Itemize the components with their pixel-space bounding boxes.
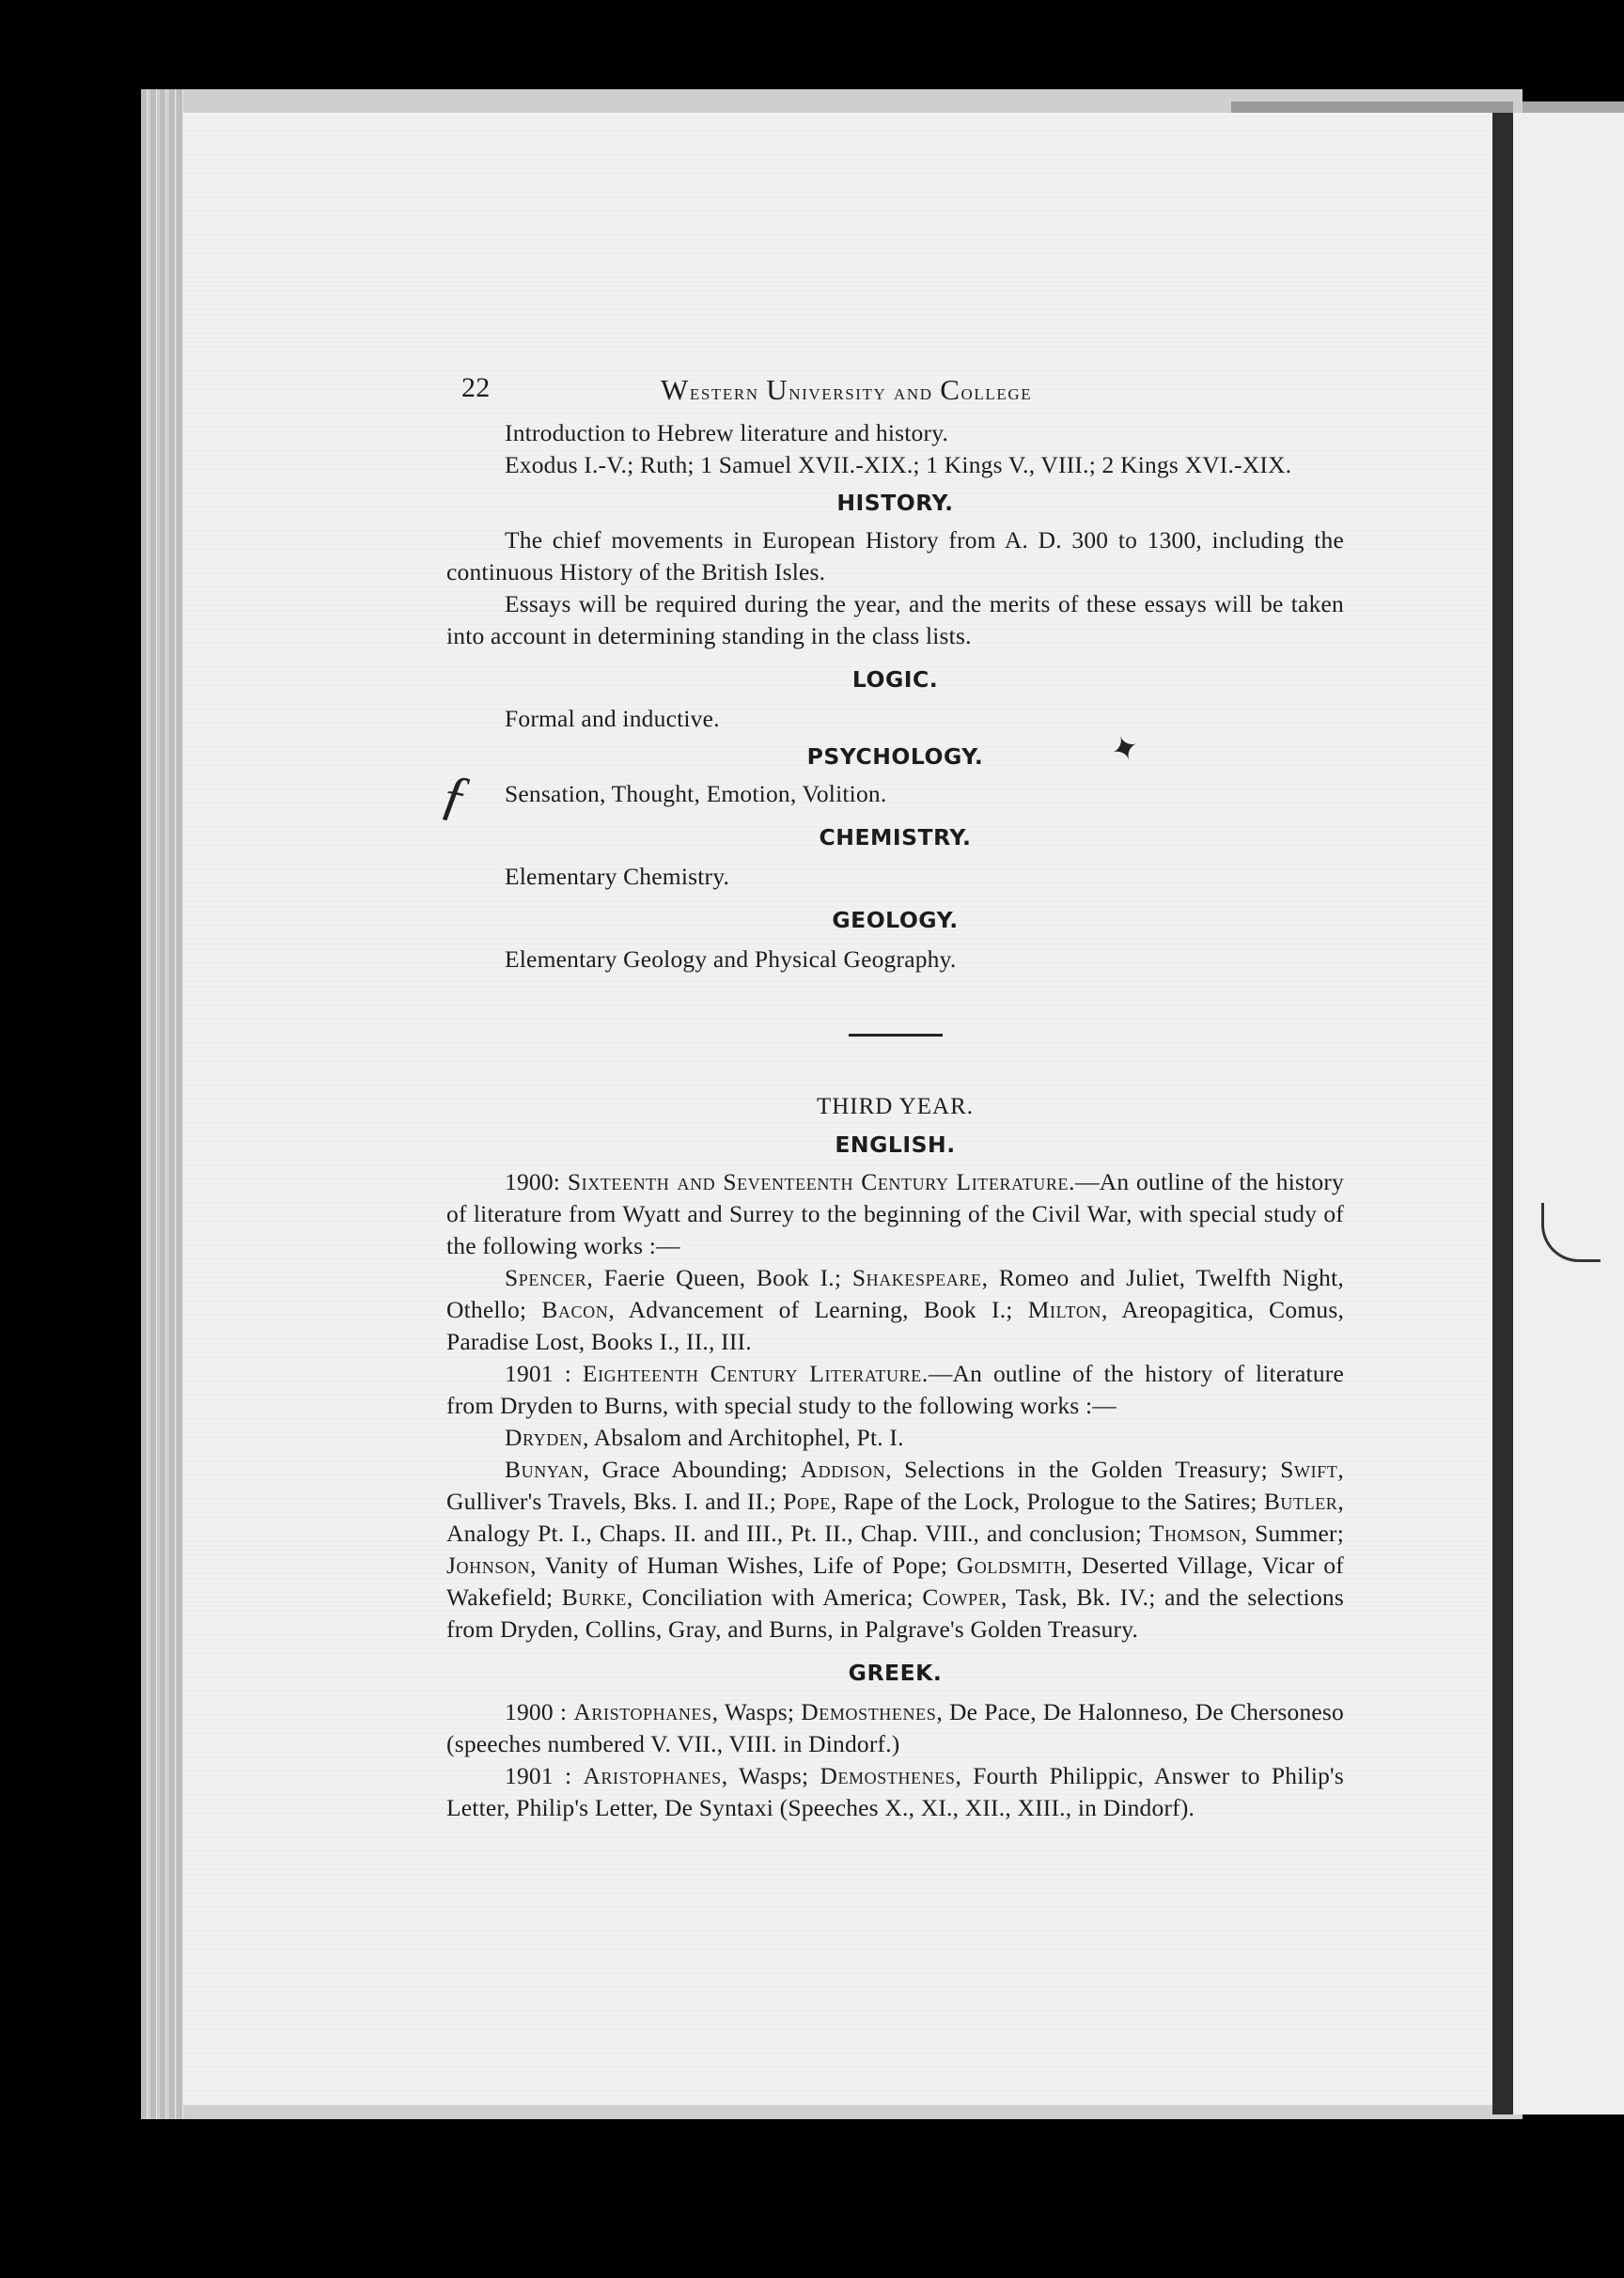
history-paragraph: The chief movements in European History from A. D. 300 to 1300, including the continuous History of the British Isles. [446, 526, 1344, 585]
period-title: Eighteenth Century Literature. [582, 1360, 929, 1387]
author-name: Addison [800, 1456, 886, 1483]
author-name: Demosthenes [820, 1762, 956, 1789]
ink-blot: ✦ [1105, 726, 1146, 772]
work-titles: , Rape of the Lock, Prologue to the Satires; [830, 1488, 1264, 1515]
psychology-heading: PSYCHOLOGY. [806, 743, 984, 770]
author-name: Aristophanes [573, 1698, 712, 1725]
author-name: Bacon [541, 1296, 609, 1323]
logic-heading: LOGIC. [851, 666, 939, 693]
greek-heading: GREEK. [848, 1660, 943, 1686]
work-titles: , Gulliver's Travels, Bks. I. and II.; [446, 1456, 1344, 1515]
greek-1900-paragraph [446, 1696, 1344, 1760]
third-year-title: THIRD YEAR. [816, 1094, 974, 1119]
section-divider [849, 1034, 943, 1037]
author-name: Aristophanes [583, 1762, 722, 1789]
hebrew-readings: Exodus I.-V.; Ruth; 1 Samuel XVII.-XIX.; 1 Kings V., VIII.; 2 Kings XVI.-XIX. [505, 451, 1292, 478]
english-1901-works [446, 1454, 1344, 1646]
work-titles: , Wasps; [721, 1762, 820, 1789]
running-head [446, 368, 1344, 417]
title-initial: U [766, 373, 789, 406]
work-titles: , Analogy Pt. I., Chaps. II. and III., Pt. II., Chap. VIII., and conclusion; [446, 1488, 1344, 1547]
english-1901-paragraph [446, 1358, 1344, 1422]
title-word: niversity and [789, 381, 941, 405]
psychology-text: Sensation, Thought, Emotion, Volition. [505, 780, 887, 807]
english-1900-works [446, 1262, 1344, 1358]
work-titles: , Conciliation with America; [626, 1584, 923, 1611]
work-titles: , Fourth Philippic, Answer to Philip's Letter, Philip's Letter, De Syntaxi (Speeches X., XI., XII., XIII., in Dindorf). [446, 1762, 1344, 1821]
author-name: Shakespeare [851, 1264, 982, 1291]
work-titles: , Vanity of Human Wishes, Life of Pope; [530, 1552, 957, 1579]
work-titles: , Romeo and Juliet, Twelfth Night, Othello; [446, 1264, 1344, 1323]
author-name: Butler [1263, 1488, 1338, 1515]
author-name: Swift [1280, 1456, 1338, 1483]
geology-text: Elementary Geology and Physical Geography. [505, 945, 957, 973]
author-name: Dryden [505, 1424, 584, 1451]
year-label: 1901 : [505, 1360, 571, 1387]
page-text [446, 368, 1344, 1824]
work-titles: , Areopagitica, Comus, Paradise Lost, Books I., II., III. [446, 1296, 1345, 1355]
english-1900-paragraph [446, 1166, 1344, 1262]
page-edge [169, 89, 176, 2119]
year-label: 1900: [505, 1168, 561, 1195]
english-heading: ENGLISH. [835, 1131, 956, 1158]
period-description: —An outline of the history of literature from Wyatt and Surrey to the beginning of the Civil War, with special study of the following works :— [446, 1168, 1345, 1259]
work-titles: , Deserted Village, Vicar of Wakefield; [446, 1552, 1344, 1611]
author-name: Goldsmith [956, 1552, 1067, 1579]
page-edge [150, 89, 157, 2119]
chemistry-text: Elementary Chemistry. [505, 863, 730, 890]
title-word: estern [689, 381, 767, 405]
author-name: Pope [783, 1488, 831, 1515]
title-initial: W [661, 373, 690, 406]
author-name: Spencer [505, 1264, 587, 1291]
period-title: Sixteenth and Seventeenth Century Literature. [567, 1168, 1076, 1195]
facing-page-edge [1513, 113, 1624, 2114]
hebrew-intro: Introduction to Hebrew literature and history. [505, 419, 949, 446]
history-essays-paragraph: Essays will be required during the year, and the merits of these essays will be taken into account in determining standing in the class lists. [446, 590, 1344, 649]
author-name: Thomson [1148, 1520, 1241, 1547]
author-name: Milton [1027, 1296, 1102, 1323]
work-titles: , Grace Abounding; [583, 1456, 801, 1483]
work-titles: , Task, Bk. IV.; and the selections from Dryden, Collins, Gray, and Burns, in Palgrave's Golden Treasury. [446, 1584, 1344, 1643]
period-description: —An outline of the history of literature from Dryden to Burns, with special study to the following works :— [446, 1360, 1344, 1419]
work-titles: , Summer; [1241, 1520, 1344, 1547]
author-name: Burke [561, 1584, 627, 1611]
logic-text: Formal and inductive. [505, 705, 720, 732]
author-name: Cowper [922, 1584, 1001, 1611]
work-titles: , Advancement of Learning, Book I.; [608, 1296, 1028, 1323]
page-edge [141, 89, 148, 2119]
pencil-mark: ƒ [435, 761, 476, 829]
work-titles: , Wasps; [711, 1698, 802, 1725]
greek-1901-paragraph [446, 1760, 1344, 1824]
page-edge [160, 89, 166, 2119]
english-1901-dryden [446, 1422, 1344, 1454]
history-heading: HISTORY. [836, 490, 954, 516]
page-edge [177, 89, 183, 2119]
work-titles: , De Pace, De Halonneso, De Chersoneso (speeches numbered V. VII., VIII. in Dindorf.) [446, 1698, 1344, 1757]
author-name: Johnson [446, 1552, 531, 1579]
work-titles: , Absalom and Architophel, Pt. I. [583, 1424, 904, 1451]
work-titles: , Selections in the Golden Treasury; [885, 1456, 1281, 1483]
author-name: Demosthenes [801, 1698, 937, 1725]
running-title [661, 374, 1032, 409]
work-titles: , Faerie Queen, Book I.; [586, 1264, 852, 1291]
title-initial: C [940, 373, 961, 406]
title-word: ollege [960, 381, 1033, 405]
author-name: Bunyan [505, 1456, 584, 1483]
year-label: 1901 : [505, 1762, 584, 1789]
chemistry-heading: CHEMISTRY. [819, 824, 972, 850]
geology-heading: GEOLOGY. [832, 907, 959, 933]
year-label: 1900 : [505, 1698, 574, 1725]
binding-gutter [1492, 113, 1513, 2114]
page-number: 22 [461, 372, 491, 403]
